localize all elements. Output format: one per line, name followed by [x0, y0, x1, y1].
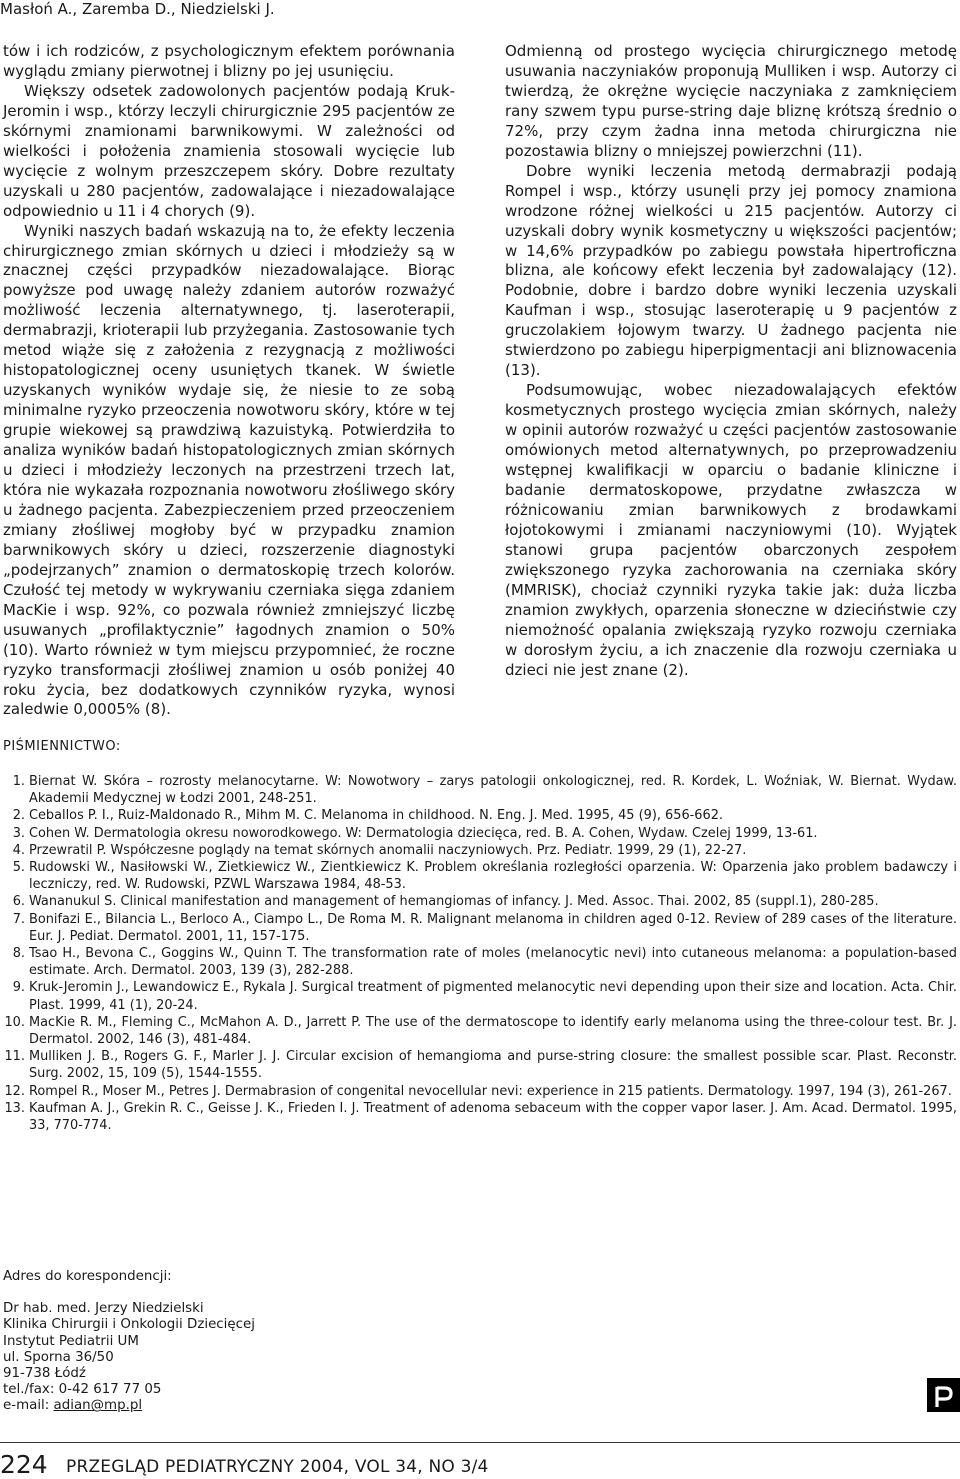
- reference-number: 4.: [12, 842, 25, 858]
- paragraph: Większy odsetek zadowolonych pacjentów podają Kruk-Jeromin i wsp., którzy leczyli chirurgicznie 295 pacjentów ze skórnymi znamionami barwnikowymi. W zależności od wielkości i położenia znamienia stosowali wycięcie lub wycięcie z wolnym przeszczepem skóry. Dobre rezultaty uzyskali u 280 pacjentów, zadowalające i niezadowalające odpowiednio u 11 i 4 chorych (9).: [3, 81, 455, 220]
- email-line: [3, 1398, 255, 1414]
- page-number: 224: [0, 1450, 48, 1479]
- reference-text: Ceballos P. I., Ruiz-Maldonado R., Mihm M. C. Melanoma in childhood. N. Eng. J. Med. 1995, 45 (9), 656-662.: [29, 808, 724, 824]
- reference-number: 8.: [12, 946, 25, 962]
- reference-number: 1.: [12, 774, 25, 789]
- paragraph: Odmienną od prostego wycięcia chirurgicznego metodę usuwania naczyniaków proponują Mulliken i wsp. Autorzy ci twierdzą, że okrężne wycięcie naczyniaka z zamknięciem rany szwem typu purse-string daje bliznę krótszą średnio o 72%, przy czym żadna inna metoda chirurgiczna nie pozostawia blizny o mniejszej powierzchni (11).: [505, 42, 957, 160]
- address-line: 91-738 Łódź: [3, 1366, 86, 1382]
- references-heading: PIŚMIENNICTWO:: [3, 739, 121, 754]
- reference-item: [0, 825, 957, 842]
- correspondence-heading: Adres do korespondencji:: [3, 1269, 172, 1284]
- correspondence-address: [3, 1269, 255, 1415]
- email-label: e-mail:: [3, 1398, 54, 1414]
- paragraph: tów i ich rodziców, z psychologicznym efektem porównania wyglądu zmiany pierwotnej i blizny po jej usunięciu.: [3, 42, 455, 80]
- reference-number: 7.: [12, 911, 25, 927]
- article-column-right: [505, 42, 957, 681]
- reference-number: 11.: [4, 1049, 25, 1065]
- reference-item: [0, 945, 957, 979]
- reference-number: 3.: [12, 825, 25, 841]
- reference-number: 6.: [12, 894, 25, 910]
- reference-item: [0, 859, 957, 893]
- running-header-authors: Masłoń A., Zaremba D., Niedzielski J.: [0, 0, 275, 18]
- article-column-left: [3, 42, 455, 720]
- reference-text: Biernat W. Skóra – rozrosty melanocytarne. W: Nowotwory – zarys patologii onkologicznej, red. R. Kordek, L. Woźniak, W. Biernat. Wydaw. Akademii Medycznej w Łodzi 2001, 248-251.: [29, 774, 957, 807]
- reference-text: Kaufman A. J., Grekin R. C., Geisse J. K., Frieden I. J. Treatment of adenoma sebaceum with the copper vapor laser. J. Am. Acad. Dermatol. 1995, 33, 770-774.: [29, 1100, 957, 1134]
- reference-item: [0, 1014, 957, 1048]
- reference-item: [0, 807, 957, 824]
- address-line: Klinika Chirurgii i Onkologii Dziecięcej: [3, 1317, 255, 1333]
- reference-number: 2.: [12, 808, 25, 824]
- reference-text: Bonifazi E., Bilancia L., Berloco A., Ciampo L., De Roma M. R. Malignant melanoma in children aged 0-12. Review of 289 cases of the literature. Eur. J. Pediat. Dermatol. 2001, 11, 157-175.: [29, 911, 957, 944]
- reference-number: 13.: [4, 1100, 25, 1116]
- reference-number: 10.: [4, 1014, 25, 1030]
- reference-item: [0, 893, 957, 910]
- reference-text: MacKie R. M., Fleming C., McMahon A. D., Jarrett P. The use of the dermatoscope to identify early melanoma using the three-colour test. Br. J. Dermatol. 2002, 146 (3), 481-484.: [29, 1014, 957, 1048]
- reference-item: [0, 1083, 957, 1100]
- paragraph: Wyniki naszych badań wskazują na to, że efekty leczenia chirurgicznego zmian skórnych u dzieci i młodzieży są w znacznej części przypadków niezadowalające. Biorąc powyższe pod uwagę należy zdaniem autorów rozważyć możliwość leczenia alternatywnego, tj. laseroterapii, dermabrazji, krioterapii lub przyżegania. Zastosowanie tych metod wiąże się z założenia z rezygnacją z możliwości histopatologicznej oceny usuniętych tkanek. W świetle uzyskanych wyników wydaje się, że niesie to ze sobą minimalne ryzyko przeoczenia nowotworu skóry, które w tej grupie wiekowej są prawdziwą kazuistyką. Potwierdziła to analiza wyników badań histopatologicznych zmian skórnych u dzieci i młodzieży leczonych na przestrzeni trzech lat, która nie wykazała rozpoznania nowotworu złośliwego skóry u żadnego pacjenta. Zabezpieczeniem przed przeoczeniem zmiany złośliwej mogłoby być w przypadku znamion barwnikowych skóry u dzieci, rozszerzenie diagnostyki „podejrzanych” znamion o dermatoskopię trzech kolorów. Czułość tej metody w wykrywaniu czerniaka sięga zdaniem MacKie i wsp. 92%, co pozwala również zmniejszyć liczbę usuwanych „profilaktycznie” łagodnych znamion o 50% (10). Warto również w tym miejscu przypomnieć, że roczne ryzyko transformacji złośliwej znamion u osób poniżej 40 roku życia, bez dodatkowych czynników ryzyka, wynosi zaledwie 0,0005% (8).: [3, 221, 455, 719]
- reference-item: [0, 773, 957, 807]
- reference-number: 5.: [12, 860, 25, 876]
- reference-text: Rudowski W., Nasiłowski W., Zietkiewicz W., Zientkiewicz K. Problem określania rozległości oparzenia. W: Oparzenia jako problem badawczy i leczniczy, red. W. Rudowski, PZWL Warszawa 1984, 48-53.: [29, 860, 957, 893]
- address-line: Dr hab. med. Jerzy Niedzielski: [3, 1301, 204, 1317]
- reference-text: Tsao H., Bevona C., Goggins W., Quinn T. The transformation rate of moles (melanocytic nevi) into cutaneous melanoma: a population-based estimate. Arch. Dermatol. 2003, 139 (3), 282-288.: [29, 946, 957, 979]
- journal-p-logo-icon: [927, 1378, 960, 1412]
- reference-item: [0, 842, 957, 859]
- reference-item: [0, 911, 957, 945]
- email-link[interactable]: adian@mp.pl: [53, 1398, 143, 1414]
- reference-text: Cohen W. Dermatologia okresu noworodkowego. W: Dermatologia dziecięca, red. B. A. Cohen, Wydaw. Czelej 1999, 13-61.: [29, 825, 818, 841]
- footer-divider: [0, 1442, 960, 1443]
- reference-item: [0, 1048, 957, 1082]
- reference-text: Przewratil P. Współczesne poglądy na temat skórnych anomalii naczyniowych. Prz. Pediatr. 1999, 29 (1), 22-27.: [29, 842, 747, 858]
- reference-text: Mulliken J. B., Rogers G. F., Marler J. J. Circular excision of hemangioma and purse-string closure: the smallest possible scar. Plast. Reconstr. Surg. 2002, 15, 109 (5), 1544-1555.: [29, 1049, 957, 1082]
- journal-title: PRZEGLĄD PEDIATRYCZNY 2004, VOL 34, NO 3/4: [66, 1457, 489, 1477]
- reference-text: Wananukul S. Clinical manifestation and management of hemangiomas of infancy. J. Med. Assoc. Thai. 2002, 85 (suppl.1), 280-285.: [29, 894, 879, 910]
- reference-text: Rompel R., Moser M., Petres J. Dermabrasion of congenital nevocellular nevi: experience in 215 patients. Dermatology. 1997, 194 (3), 261-267.: [29, 1083, 952, 1099]
- reference-text: Kruk-Jeromin J., Lewandowicz E., Rykala J. Surgical treatment of pigmented melanocytic nevi depending upon their size and location. Acta. Chir. Plast. 1999, 41 (1), 20-24.: [29, 980, 957, 1013]
- address-line: ul. Sporna 36/50: [3, 1349, 114, 1365]
- reference-number: 12.: [4, 1083, 25, 1099]
- references-list: [0, 773, 957, 1134]
- paragraph: Podsumowując, wobec niezadowalających efektów kosmetycznych prostego wycięcia zmian skórnych, należy w opinii autorów rozważyć u części pacjentów zastosowanie omówionych metod alternatywnych, po przeprowadzeniu wstępnej kwalifikacji w oparciu o badanie kliniczne i badanie dermatoskopowe, przydatne zwłaszcza w różnicowaniu zmian barwnikowych z brodawkami łojotokowymi i zmianami naczyniowymi (10). Wyjątek stanowi grupa pacjentów obarczonych zespołem zwiększonego ryzyka zachorowania na czerniaka skóry (MMRISK), chociaż czynniki ryzyka takie jak: duża liczba znamion zwykłych, oparzenia słoneczne w dzieciństwie czy niemożność opalania zwiększają ryzyko rozwoju czerniaka w dorosłym życiu, a ich znaczenie dla rozwoju czerniaka u dzieci nie jest znane (2).: [505, 381, 957, 679]
- reference-item: [0, 979, 957, 1013]
- address-line: Instytut Pediatrii UM: [3, 1333, 139, 1349]
- reference-item: [0, 1100, 957, 1134]
- reference-number: 9.: [12, 980, 25, 996]
- address-line: tel./fax: 0-42 617 77 05: [3, 1382, 162, 1398]
- paragraph: Dobre wyniki leczenia metodą dermabrazji podają Rompel i wsp., którzy usunęli przy jej pomocy znamiona wrodzone różnej wielkości u 215 pacjentów. Autorzy ci uzyskali dobry wynik kosmetyczny u większości pacjentów; w 14,6% przypadków po zabiegu powstała hipertroficzna blizna, ale końcowy efekt leczenia był zadowalający (12). Podobnie, dobre i bardzo dobre wyniki leczenia uzyskali Kaufman i wsp., stosując laseroterapię u 9 pacjentów z gruczolakiem łojowym twarzy. U żadnego pacjenta nie stwierdzono po zabiegu hiperpigmentacji ani bliznowacenia (13).: [505, 161, 957, 380]
